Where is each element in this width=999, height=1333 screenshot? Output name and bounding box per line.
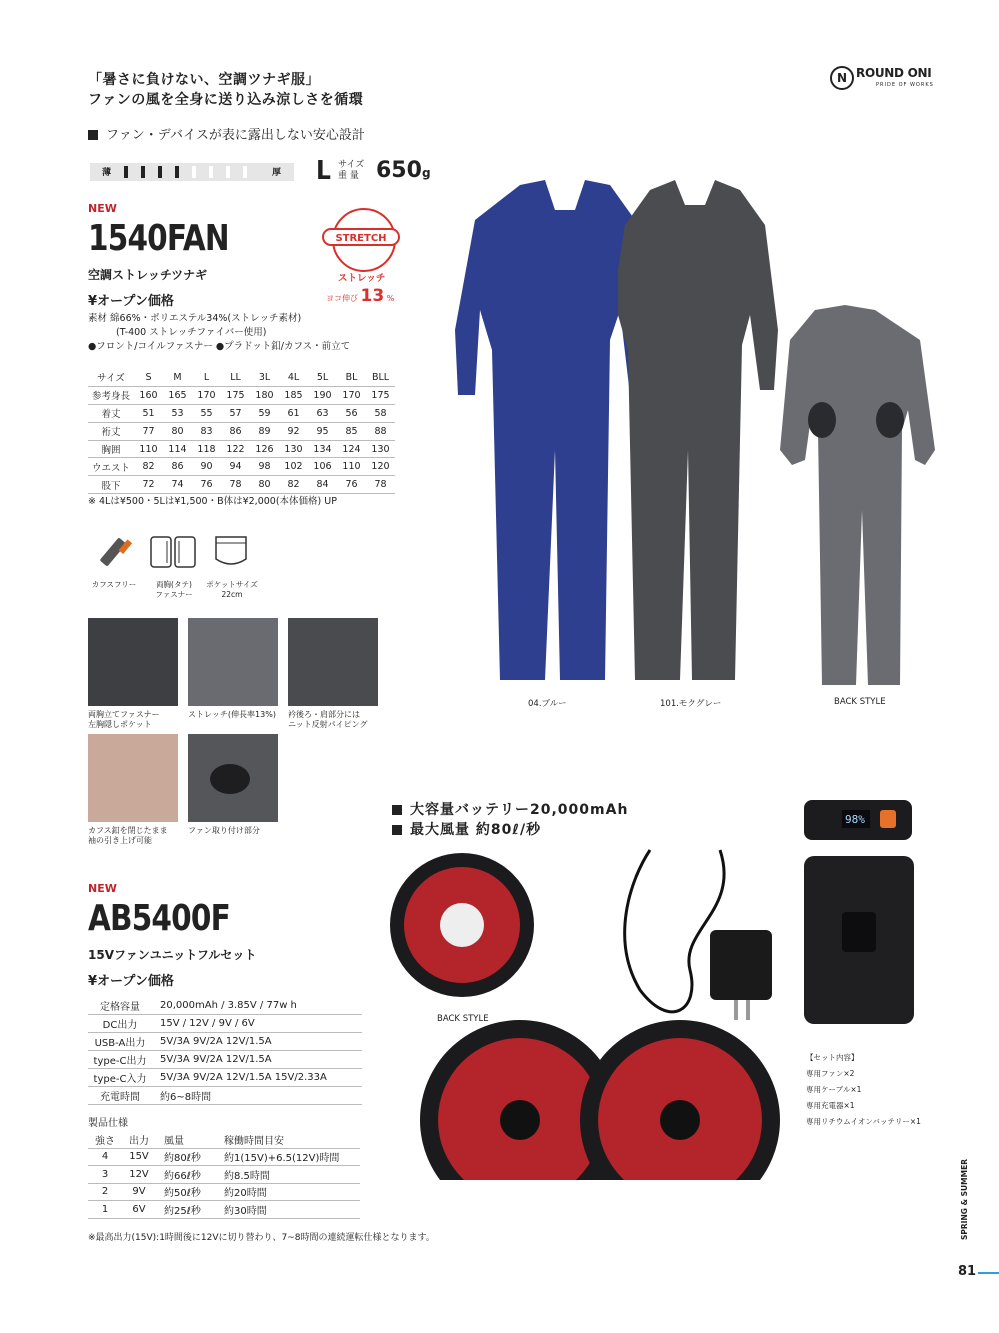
size-table-cell: 80 [250, 476, 279, 494]
size-table-cell: 89 [250, 422, 279, 440]
size-table-cell: ウエスト [88, 458, 134, 476]
size-table-cell: 76 [337, 476, 366, 494]
size-table [88, 369, 395, 494]
size-table-cell: 82 [134, 458, 163, 476]
cable-icon [625, 850, 724, 1012]
spec-row [88, 1033, 362, 1051]
icon-label [146, 580, 202, 600]
icon-label-line: 22cm [221, 590, 243, 599]
model-number: AB5400F [88, 898, 230, 939]
caption-line: ニット反射パイピング [288, 720, 368, 729]
set-item: 専用ファン×2 [806, 1069, 855, 1078]
battery-display: 98% [845, 813, 865, 826]
header [88, 70, 363, 110]
fan-port-left [808, 402, 836, 438]
size-table-cell: 74 [163, 476, 192, 494]
size-table-cell: 190 [308, 386, 337, 404]
size-table-cell: 72 [134, 476, 163, 494]
header-line2: ファンの風を全身に送り込み涼しさを循環 [88, 92, 364, 108]
size-table-cell: 110 [337, 458, 366, 476]
page-number: 81 [958, 1264, 977, 1279]
material-line1: 素材 綿66%・ポリエステル34%(ストレッチ素材) [88, 313, 302, 324]
square-bullet-icon [88, 130, 98, 140]
size-table-cell: 86 [221, 422, 250, 440]
caption-line: ファン取り付け部分 [188, 826, 260, 835]
size-table-cell: 92 [279, 422, 308, 440]
detail-photo-chest [88, 618, 178, 706]
size-table-cell: 76 [192, 476, 221, 494]
logo-mark: N [830, 66, 854, 90]
thickness-bar [226, 166, 230, 178]
thickness-bar [175, 166, 179, 178]
weight-unit: g [421, 166, 431, 180]
perf-header-cell: 風量 [156, 1131, 220, 1148]
size-table-cell: 130 [366, 440, 395, 458]
size-table-cell: 180 [250, 386, 279, 404]
detail-caption [188, 826, 260, 836]
thickness-scale [90, 163, 294, 181]
size-table-cell: 着丈 [88, 404, 134, 422]
size-table-cell: 130 [279, 440, 308, 458]
back-style-caption: BACK STYLE [834, 697, 886, 707]
icon-label-line: カフスフリー [91, 580, 137, 589]
product-name: 空調ストレッチツナギ [88, 268, 208, 282]
perf-cell: 約25ℓ秒 [156, 1201, 220, 1219]
perf-cell: 1 [88, 1201, 122, 1219]
icon-label-line: ポケットサイズ [206, 580, 258, 589]
garment-illustrations [430, 180, 950, 690]
size-table-cell: 58 [366, 404, 395, 422]
perf-cell: 3 [88, 1166, 122, 1184]
page-accent-line [978, 1272, 999, 1274]
material-info [88, 312, 350, 354]
weight-number: 650 [376, 158, 422, 183]
size-table-cell: 134 [308, 440, 337, 458]
cuff-free-icon [94, 533, 134, 573]
blue-caption: 04.ブルー [528, 699, 567, 709]
perf-cell: 4 [88, 1148, 122, 1166]
fan-hole-icon [210, 764, 250, 794]
size-table-row [88, 476, 395, 494]
spec-value: 15V / 12V / 9V / 6V [152, 1015, 362, 1033]
size-header-cell: S [134, 369, 163, 386]
perf-row [88, 1148, 360, 1166]
size-letter: L [316, 156, 331, 186]
size-table-cell: 102 [279, 458, 308, 476]
set-item: 専用リチウムイオンバッテリー×1 [806, 1117, 921, 1126]
perf-header-cell: 出力 [122, 1131, 156, 1148]
spec-key: 充電時間 [88, 1087, 152, 1105]
size-table-cell: 185 [279, 386, 308, 404]
spec-row [88, 1051, 362, 1069]
feature-text: ファン・デバイスが表に露出しない安心設計 [106, 128, 365, 143]
perf-cell: 約50ℓ秒 [156, 1183, 220, 1201]
perf-table [88, 1131, 360, 1219]
thick-label: 厚 [272, 168, 282, 178]
size-header-cell: BL [337, 369, 366, 386]
spec-value: 5V/3A 9V/2A 12V/1.5A [152, 1033, 362, 1051]
stretch-yoko: ヨコ伸び [326, 294, 358, 303]
size-header-cell: 4L [279, 369, 308, 386]
size-table-row [88, 404, 395, 422]
thickness-bar [124, 166, 128, 178]
feature-line [88, 124, 365, 143]
size-table-cell: 124 [337, 440, 366, 458]
icon-label [86, 580, 142, 590]
size-table-cell: 56 [337, 404, 366, 422]
size-table-cell: 118 [192, 440, 221, 458]
perf-cell: 約80ℓ秒 [156, 1148, 220, 1166]
perf-cell: 約20時間 [220, 1183, 360, 1201]
detail-photo-cuff [88, 734, 178, 822]
perf-row [88, 1201, 360, 1219]
perf-cell: 約1(15V)+6.5(12V)時間 [220, 1148, 360, 1166]
size-table-cell: 106 [308, 458, 337, 476]
icon-label [202, 580, 262, 600]
size-weight-labels [338, 160, 368, 182]
perf-cell: 約30時間 [220, 1201, 360, 1219]
back-coverall [780, 305, 935, 685]
brand-tagline: PRIDE OF WORKS [876, 82, 934, 88]
size-table-cell: 95 [308, 422, 337, 440]
size-table-cell: 120 [366, 458, 395, 476]
size-table-cell: 57 [221, 404, 250, 422]
size-table-row [88, 458, 395, 476]
size-table-cell: 51 [134, 404, 163, 422]
footnote: ※最高出力(15V):1時間後に12Vに切り替わり、7~8時間の連続運転仕様となります。 [88, 1233, 435, 1243]
grey-coverall [618, 180, 778, 680]
perf-header-cell: 強さ [88, 1131, 122, 1148]
size-table-cell: 110 [134, 440, 163, 458]
perf-cell: 約8.5時間 [220, 1166, 360, 1184]
icon-label-line: ファスナー [155, 590, 193, 599]
spec-key: DC出力 [88, 1015, 152, 1033]
spec-row [88, 997, 362, 1015]
double-zipper-icon [150, 535, 190, 575]
battery-feature-text: 最大風量 約80ℓ/秒 [410, 822, 542, 838]
perf-header-cell: 稼働時間目安 [220, 1131, 360, 1148]
weight-value [376, 158, 431, 183]
size-table-cell: 175 [366, 386, 395, 404]
perf-cell: 2 [88, 1183, 122, 1201]
side-label: SPRING & SUMMER [960, 1159, 969, 1240]
size-table-cell: 61 [279, 404, 308, 422]
product-price: ¥オープン価格 [88, 294, 174, 309]
set-contents [806, 1050, 921, 1130]
size-header-cell: BLL [366, 369, 395, 386]
size-table-cell: 114 [163, 440, 192, 458]
spec-value: 5V/3A 9V/2A 12V/1.5A 15V/2.33A [152, 1069, 362, 1087]
stretch-number: 13 [360, 286, 385, 306]
size-table-cell: 84 [308, 476, 337, 494]
size-table-cell: 80 [163, 422, 192, 440]
set-title: 【セット内容】 [806, 1053, 859, 1062]
size-header-cell: サイズ [88, 369, 134, 386]
spec-value: 5V/3A 9V/2A 12V/1.5A [152, 1051, 362, 1069]
size-table-cell: 85 [337, 422, 366, 440]
size-table-row [88, 386, 395, 404]
size-table-cell: 裄丈 [88, 422, 134, 440]
size-table-cell: 59 [250, 404, 279, 422]
weight-label: 重 量 [338, 171, 359, 181]
icon-label-line: 両胸(タテ) [156, 580, 192, 589]
size-table-cell: 170 [337, 386, 366, 404]
size-table-cell: 90 [192, 458, 221, 476]
size-table-cell: 88 [366, 422, 395, 440]
perf-cell: 9V [122, 1183, 156, 1201]
grey-caption: 101.モクグレー [660, 699, 722, 709]
thickness-bar [141, 166, 145, 178]
size-header-cell: 3L [250, 369, 279, 386]
material-line2: (T-400 ストレッチファイバー使用) [116, 327, 267, 338]
size-table-cell: 78 [221, 476, 250, 494]
size-table-row [88, 422, 395, 440]
size-header-cell: L [192, 369, 221, 386]
perf-cell: 6V [122, 1201, 156, 1219]
product-name: 15Vファンユニットフルセット [88, 948, 257, 962]
perf-row [88, 1166, 360, 1184]
size-header-cell: 5L [308, 369, 337, 386]
spec-row [88, 1069, 362, 1087]
brand-logo [830, 64, 940, 92]
new-badge: NEW [88, 202, 117, 215]
caption-line: 袖の引き上げ可能 [88, 836, 152, 845]
fan-back-label [440, 903, 484, 947]
spec-value: 20,000mAh / 3.85V / 77w h [152, 997, 362, 1015]
set-item: 専用ケーブル×1 [806, 1085, 862, 1094]
fan-port-right [876, 402, 904, 438]
stretch-badge [322, 208, 400, 270]
detail-photo-fan-mount [188, 734, 278, 822]
caption-line: 衿後ろ・肩部分には [288, 710, 360, 719]
perf-title: 製品仕様 [88, 1118, 128, 1129]
size-header-cell: M [163, 369, 192, 386]
spec-value: 約6~8時間 [152, 1087, 362, 1105]
size-table-cell: 53 [163, 404, 192, 422]
stretch-value [326, 286, 394, 306]
size-table-cell: 122 [221, 440, 250, 458]
size-table-cell: 55 [192, 404, 221, 422]
product-price: ¥オープン価格 [88, 974, 174, 989]
detail-photo-stretch [188, 618, 278, 706]
feature-list: ●フロント/コイルファスナー ●プラドット釦/カフス・前立て [88, 341, 351, 352]
size-table-cell: 94 [221, 458, 250, 476]
new-badge: NEW [88, 882, 117, 895]
spec-key: USB-A出力 [88, 1033, 152, 1051]
size-table-cell: 胸囲 [88, 440, 134, 458]
size-label: サイズ [338, 160, 365, 170]
spec-row [88, 1015, 362, 1033]
size-table-row [88, 440, 395, 458]
size-table-cell: 126 [250, 440, 279, 458]
spec-table [88, 997, 362, 1105]
thickness-bar [209, 166, 213, 178]
header-line1: 「暑さに負けない、空調ツナギ服」 [88, 72, 320, 88]
size-table-cell: 82 [279, 476, 308, 494]
detail-caption [88, 710, 160, 730]
size-table-cell: 165 [163, 386, 192, 404]
spec-key: 定格容量 [88, 997, 152, 1015]
size-table-cell: 98 [250, 458, 279, 476]
stretch-badge-label: STRETCH [322, 228, 400, 246]
thickness-bar [243, 166, 247, 178]
brand-name: ROUND ONI [856, 66, 932, 80]
thickness-bar [192, 166, 196, 178]
size-table-cell: 86 [163, 458, 192, 476]
size-table-cell: 175 [221, 386, 250, 404]
size-note: ※ 4Lは¥500・5Lは¥1,500・B体は¥2,000(本体価格) UP [88, 496, 337, 507]
size-table-cell: 参考身長 [88, 386, 134, 404]
caption-line: カフス釦を閉じたまま [88, 826, 168, 835]
spec-row [88, 1087, 362, 1105]
size-table-cell: 77 [134, 422, 163, 440]
set-item: 専用充電器×1 [806, 1101, 855, 1110]
spec-key: type-C出力 [88, 1051, 152, 1069]
perf-header-row [88, 1131, 360, 1148]
size-header-cell: LL [221, 369, 250, 386]
size-table-cell: 170 [192, 386, 221, 404]
detail-caption [88, 826, 168, 846]
size-table-cell: 63 [308, 404, 337, 422]
size-table-header [88, 369, 395, 386]
detail-photo-collar [288, 618, 378, 706]
fan-back-style-caption: BACK STYLE [437, 1014, 489, 1024]
perf-cell: 15V [122, 1148, 156, 1166]
thin-label: 薄 [102, 168, 112, 178]
size-table-cell: 股下 [88, 476, 134, 494]
battery-feature-text: 大容量バッテリー20,000mAh [410, 802, 629, 818]
charger-icon [710, 930, 772, 1000]
perf-row [88, 1183, 360, 1201]
perf-cell: 約66ℓ秒 [156, 1166, 220, 1184]
perf-cell: 12V [122, 1166, 156, 1184]
stretch-label: ストレッチ [338, 273, 386, 284]
stretch-unit: % [386, 294, 395, 303]
caption-line: 左胸隠しポケット [88, 720, 152, 729]
thickness-bar [158, 166, 162, 178]
size-table-cell: 83 [192, 422, 221, 440]
size-table-cell: 78 [366, 476, 395, 494]
detail-caption [288, 710, 368, 730]
pocket-size-icon [214, 533, 254, 573]
model-number: 1540FAN [88, 218, 229, 259]
caption-line: 両胸立てファスナー [88, 710, 160, 719]
size-table-cell: 160 [134, 386, 163, 404]
spec-key: type-C入力 [88, 1069, 152, 1087]
detail-caption [188, 710, 276, 720]
caption-line: ストレッチ(伸長率13%) [188, 710, 276, 719]
